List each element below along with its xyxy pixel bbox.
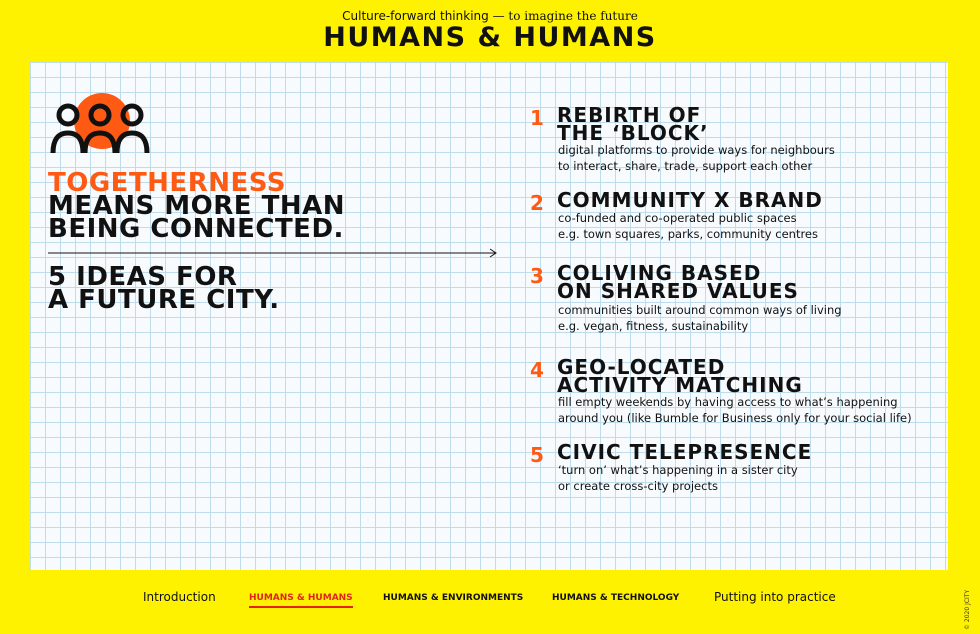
idea-title	[557, 188, 823, 212]
people-group-icon	[50, 89, 150, 159]
idea-desc-line-2: around you (like Bumble for Business only for your social life)	[558, 411, 912, 425]
idea-title-line-2: ON SHARED VALUES	[557, 279, 799, 303]
copyright-text: © 2020 JCITY	[964, 589, 971, 630]
subheading-line-1: 5 IDEAS FOR	[48, 262, 238, 292]
idea-title-line-1: COMMUNITY X BRAND	[557, 188, 823, 212]
idea-description	[558, 142, 835, 174]
idea-title	[557, 103, 709, 145]
left-heading	[48, 168, 345, 244]
kicker-serif: — to imagine the future	[492, 9, 638, 23]
nav-humans-environments[interactable]: HUMANS & ENVIRONMENTS	[383, 593, 524, 603]
idea-title-line-1: COLIVING BASED	[557, 261, 762, 285]
idea-title-line-1: REBIRTH OF	[557, 103, 702, 127]
idea-desc-line-2: e.g. vegan, fitness, sustainability	[558, 319, 749, 333]
idea-description	[558, 210, 818, 242]
idea-number: 5	[530, 443, 544, 467]
left-subheading	[48, 262, 280, 315]
idea-title	[557, 261, 799, 303]
kicker-sans: Culture-forward thinking	[342, 9, 489, 23]
nav-humans-humans[interactable]: HUMANS & HUMANS	[249, 593, 353, 608]
arrow-divider	[48, 247, 498, 259]
idea-number: 1	[530, 106, 544, 130]
heading-line-2: MEANS MORE THAN	[48, 191, 345, 221]
idea-desc-line-2: to interact, share, trade, support each other	[558, 159, 813, 173]
idea-title	[557, 355, 803, 397]
nav-introduction[interactable]: Introduction	[143, 590, 216, 604]
idea-desc-line-1: co-funded and co-operated public spaces	[558, 211, 797, 225]
idea-number: 4	[530, 358, 544, 382]
idea-title	[557, 440, 813, 464]
nav-putting-into-practice[interactable]: Putting into practice	[714, 590, 836, 604]
nav-humans-technology[interactable]: HUMANS & TECHNOLOGY	[552, 593, 680, 603]
idea-description	[558, 394, 912, 426]
idea-title-line-2: THE ‘BLOCK’	[557, 121, 709, 145]
idea-desc-line-1: fill empty weekends by having access to what’s happening	[558, 395, 898, 409]
page-title: HUMANS & HUMANS	[323, 22, 657, 53]
subheading-line-2: A FUTURE CITY.	[48, 285, 280, 315]
idea-desc-line-1: communities built around common ways of living	[558, 303, 842, 317]
idea-desc-line-2: or create cross-city projects	[558, 479, 718, 493]
idea-title-line-1: CIVIC TELEPRESENCE	[557, 440, 813, 464]
bottom-nav	[0, 590, 980, 614]
idea-title-line-2: ACTIVITY MATCHING	[557, 373, 803, 397]
idea-desc-line-2: e.g. town squares, parks, community centres	[558, 227, 818, 241]
idea-number: 2	[530, 191, 544, 215]
heading-line-3: BEING CONNECTED.	[48, 214, 344, 244]
idea-desc-line-1: ‘turn on’ what’s happening in a sister city	[558, 463, 798, 477]
idea-description	[558, 462, 798, 494]
heading-togetherness: TOGETHERNESS	[48, 168, 287, 198]
idea-description	[558, 302, 842, 334]
idea-number: 3	[530, 264, 544, 288]
content-panel	[30, 62, 948, 570]
idea-title-line-1: GEO-LOCATED	[557, 355, 726, 379]
header-kicker	[0, 9, 980, 23]
copyright-notice	[964, 550, 974, 630]
idea-desc-line-1: digital platforms to provide ways for neighbours	[558, 143, 835, 157]
